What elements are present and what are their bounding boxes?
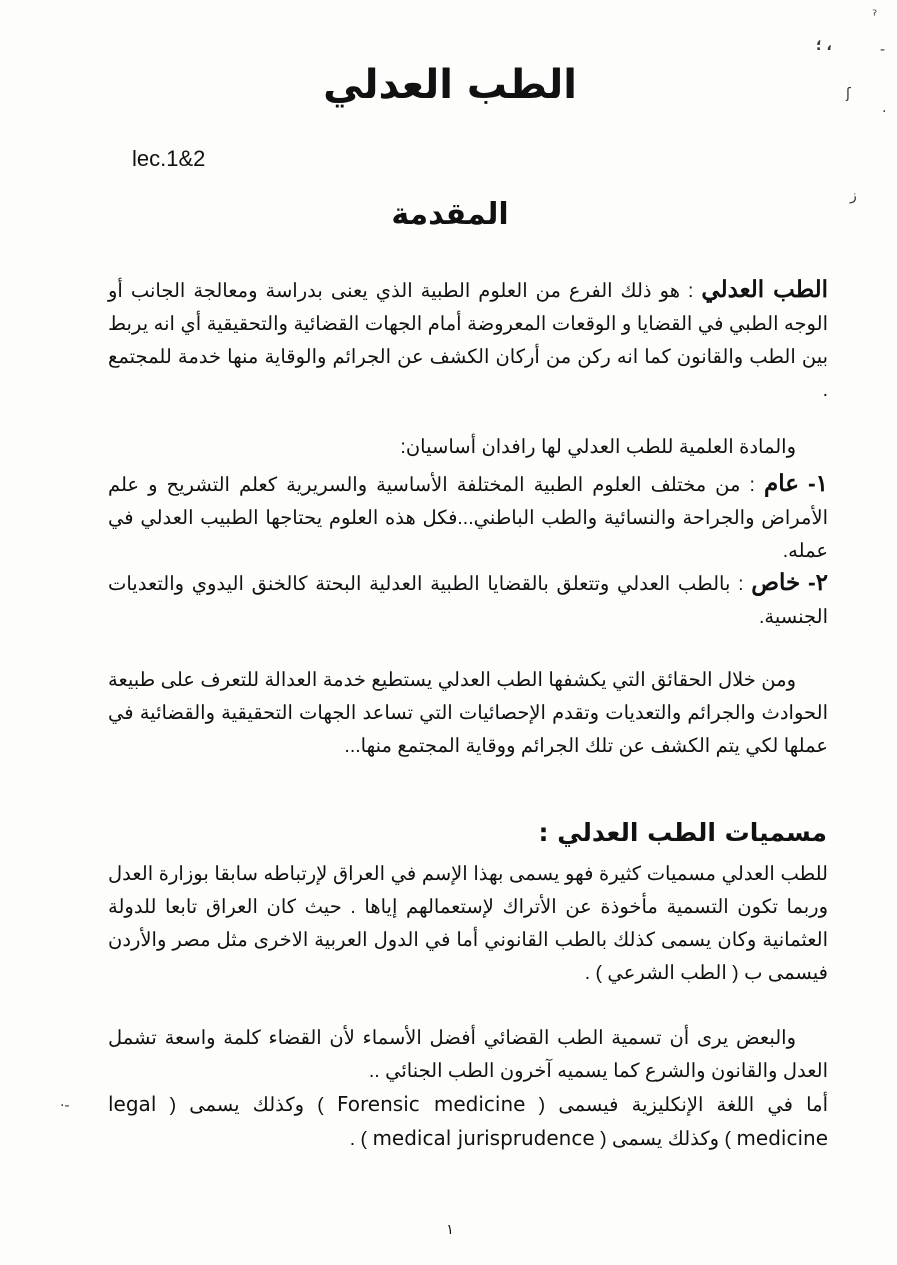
lecture-label: lec.1&2: [132, 146, 206, 171]
page-title: الطب العدلي: [323, 62, 577, 108]
english-term-legal-medicine: legal medicine: [108, 1092, 828, 1150]
scan-mark-icon: ·-: [60, 1098, 70, 1114]
names-p3-part3: ) وكذلك يسمى (: [594, 1128, 737, 1150]
names-p3-part2: ) وكذلك يسمى (: [156, 1094, 337, 1116]
scan-mark-icon: ʃ: [846, 86, 851, 102]
tributaries-intro: [108, 431, 828, 464]
tributary-1-term: عام: [763, 470, 799, 496]
intro-paragraph: [108, 273, 828, 407]
tributary-1-text: : من مختلف العلوم الطبية المختلفة الأساسية والسريرية كعلم التشريح و علم الأمراض والجراحة والنسائية والطب الباطني...فكل هذه العلوم يحتاجها الطبيب العدلي في عمله.: [108, 474, 828, 562]
names-paragraph-3: [108, 1088, 828, 1156]
intro-text: : هو ذلك الفرع من العلوم الطبية الذي يعنى بدراسة ومعالجة الجانب أو الوجه الطبي في القضايا و الوقعات المعروضة أمام الجهات القضائية والتحقيقية أي انه يربط بين الطب والقانون كما انه ركن من أركان الكشف عن الجرائم والوقاية منها خدمة للمجتمع .: [108, 280, 828, 401]
scan-mark-icon: ز: [850, 188, 857, 204]
tributary-special: [108, 566, 828, 634]
names-paragraph-1: للطب العدلي مسميات كثيرة فهو يسمى بهذا الإسم في العراق لإرتباطه سابقا بوزارة العدل وربما تكون التسمية مأخوذة عن الأتراك لإستعمالهم إياها . حيث كان العراق تابعا للدولة العثمانية وكان يسمى كذلك بالطب القانوني أما في الدول العربية الاخرى مثل مصر والأردن فيسمى ب ( الطب الشرعي ) .: [108, 863, 828, 984]
scan-mark-icon: ·: [882, 104, 887, 120]
tributary-2-text: : بالطب العدلي وتتعلق بالقضايا الطبية العدلية البحتة كالخنق اليدوي والتعديات الجنسية.: [108, 573, 828, 628]
tributaries-intro-text: والمادة العلمية للطب العدلي لها رافدان أساسيان:: [400, 436, 796, 458]
page-number: ١: [446, 1222, 454, 1238]
tributary-2-number: ٢-: [807, 569, 829, 595]
facts-paragraph: [108, 664, 828, 763]
english-term-forensic-medicine: Forensic medicine: [336, 1092, 526, 1116]
facts-paragraph-text: ومن خلال الحقائق التي يكشفها الطب العدلي يستطيع خدمة العدالة للتعرف على طبيعة الحوادث والجرائم والتعديات وتقدم الإحصائيات التي تساعد الجهات التحقيقية والقضائية في عملها لكي يتم الكشف عن تلك الجرائم ووقاية المجتمع منها...: [108, 669, 828, 757]
names-p3-part4: ) .: [349, 1128, 373, 1150]
scan-mark-icon: ˀ: [872, 8, 878, 24]
english-term-medical-jurisprudence: medical jurisprudence: [372, 1126, 595, 1150]
names-paragraph-2: [108, 1022, 828, 1088]
names-section-title: مسميات الطب العدلي :: [538, 818, 827, 847]
tributary-2-term: خاص: [751, 569, 801, 595]
scan-mark-icon: ؛ ،: [816, 38, 832, 54]
names-p3-part1: أما في اللغة الإنكليزية فيسمى (: [525, 1094, 828, 1116]
tributary-1-number: ١-: [807, 470, 828, 496]
scan-mark-icon: -: [880, 42, 886, 58]
section-heading-introduction: المقدمة: [391, 197, 509, 232]
tributary-general: [108, 467, 828, 568]
names-paragraph-2-text: والبعض يرى أن تسمية الطب القضائي أفضل الأسماء لأن القضاء كلمة واسعة تشمل العدل والقانون والشرع كما يسميه آخرون الطب الجنائي ..: [108, 1027, 828, 1082]
intro-term: الطب العدلي: [701, 276, 828, 302]
